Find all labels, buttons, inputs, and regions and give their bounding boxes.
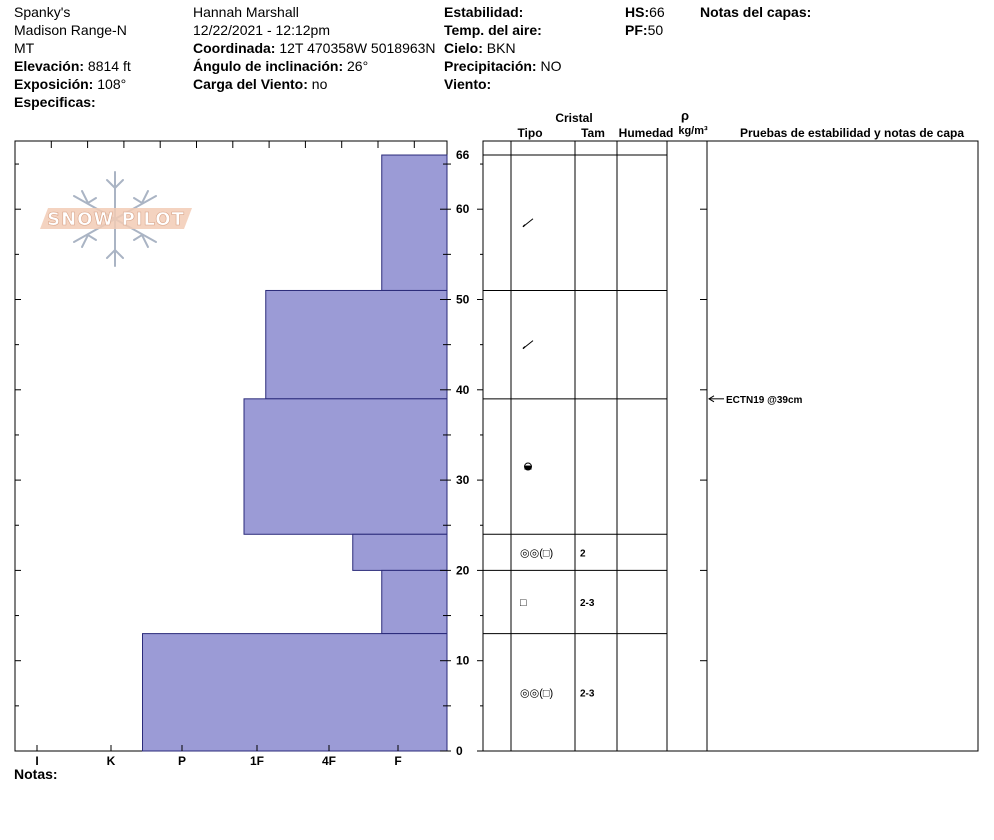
elevation-row: Elevación: 8814 ft	[14, 58, 131, 74]
depth-tick-label: 40	[456, 382, 470, 397]
snowpilot-logo	[40, 172, 192, 266]
hardness-bar	[382, 155, 447, 290]
depth-tick-label: 60	[456, 202, 470, 217]
notes-label: Notas:	[14, 766, 58, 782]
crystal-type-symbol: ◎◎(□)	[520, 687, 554, 700]
air-temp-row: Temp. del aire:	[444, 22, 542, 38]
crystal-size: 2-3	[580, 688, 595, 700]
wind-load-row: Carga del Viento: no	[193, 76, 328, 92]
hardness-bar	[244, 399, 447, 534]
hardness-tick-label: P	[177, 754, 187, 768]
depth-tick-label: 66	[456, 148, 470, 163]
table-depth-ticks	[700, 209, 707, 661]
density-header: kg/m³	[678, 125, 708, 137]
rho-header: ρ	[680, 108, 690, 123]
moisture-header: Humedad	[618, 126, 674, 140]
hardness-bars	[143, 155, 448, 751]
range-name: Madison Range-N	[14, 22, 127, 38]
hardness-tick-label: 1F	[249, 754, 265, 768]
type-header: Tipo	[517, 126, 543, 140]
size-header: Tam	[581, 126, 605, 140]
observer-name: Hannah Marshall	[193, 4, 299, 20]
specifics-row: Especificas:	[14, 94, 96, 110]
hardness-bar	[266, 290, 447, 398]
depth-tick-label: 50	[456, 292, 470, 307]
hardness-tick-label: F	[394, 754, 402, 768]
stability-row: Estabilidad:	[444, 4, 524, 20]
crystal-size: 2	[580, 548, 586, 560]
rounded-crystal-icon	[525, 463, 532, 470]
rounded-fill	[525, 466, 532, 470]
state-name: MT	[14, 40, 35, 56]
hardness-tick-label: 4F	[321, 754, 337, 768]
sky-row: Cielo: BKN	[444, 40, 516, 56]
stability-tests	[709, 395, 803, 406]
crystal-type-symbol: □	[520, 597, 527, 610]
depth-tick-label: 30	[456, 473, 470, 488]
layer-notes-label: Notas del capas:	[700, 4, 812, 20]
decomposing-crystal-icon	[523, 341, 533, 349]
logo-text: SNOW PILOT	[47, 209, 185, 230]
hardness-tick-label: I	[35, 754, 39, 768]
precip-row: Precipitación: NO	[444, 58, 562, 74]
hardness-bar	[382, 570, 447, 633]
aspect-row: Exposición: 108°	[14, 76, 127, 92]
decomposing-mark	[523, 347, 525, 349]
hardness-bar	[353, 534, 447, 570]
hardness-bar	[143, 634, 448, 751]
tests-header: Pruebas de estabilidad y notas de capa	[739, 126, 965, 140]
hs-row: HS:66	[625, 4, 665, 20]
datetime: 12/22/2021 - 12:12pm	[193, 22, 330, 38]
pf-row: PF:50	[625, 22, 664, 38]
coord-row: Coordinada: 12T 470358W 5018963N	[193, 40, 436, 56]
decomposing-crystal-icon	[523, 219, 533, 227]
stability-test-label: ECTN19 @39cm	[726, 394, 803, 406]
layer-table	[483, 141, 978, 751]
hardness-tick-label: K	[106, 754, 116, 768]
slope-row: Ángulo de inclinación: 26°	[193, 58, 369, 74]
crystal-type-symbol: ◎◎(□)	[520, 547, 554, 560]
depth-tick-label: 20	[456, 563, 470, 578]
depth-tick-label: 0	[456, 744, 463, 758]
crystal-size: 2-3	[580, 598, 595, 610]
wind-row: Viento:	[444, 76, 492, 92]
location-name: Spanky's	[14, 4, 71, 20]
crystal-header: Cristal	[555, 111, 593, 125]
depth-tick-label: 10	[456, 653, 470, 668]
decomposing-mark	[523, 225, 525, 227]
